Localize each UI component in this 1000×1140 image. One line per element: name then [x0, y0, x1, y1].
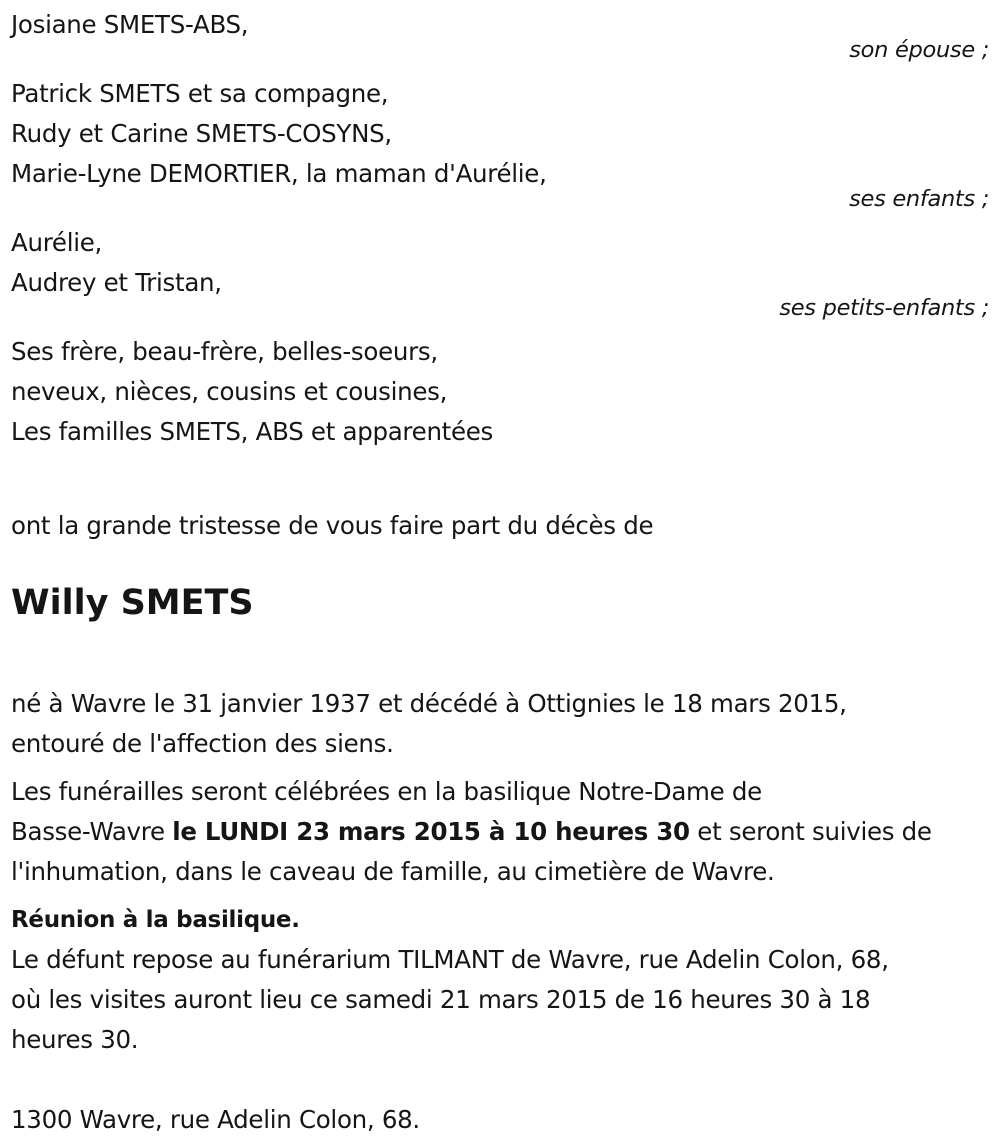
grandchildren-role: ses petits-enfants ; — [779, 295, 989, 321]
relatives-line: Les familles SMETS, ABS et apparentées — [11, 417, 493, 446]
funeral-paragraph — [11, 772, 991, 892]
spouse-name: Josiane SMETS-ABS, — [11, 10, 249, 39]
birth-death-line: né à Wavre le 31 janvier 1937 et décédé à Ottignies le 18 mars 2015, — [11, 689, 847, 718]
funeral-date: le LUNDI 23 mars 2015 à 10 heures 30 — [172, 817, 690, 846]
reunion-heading: Réunion à la basilique. — [11, 907, 300, 933]
funeral-line-with-date — [11, 812, 991, 852]
visitation-line: Le défunt repose au funérarium TILMANT de Wavre, rue Adelin Colon, 68, — [11, 945, 889, 974]
deceased-name: Willy SMETS — [11, 583, 254, 623]
birth-death-paragraph — [11, 684, 991, 764]
grandchild-line: Audrey et Tristan, — [11, 268, 222, 297]
spouse-role: son épouse ; — [849, 37, 989, 63]
funeral-text: Basse-Wavre — [11, 817, 173, 846]
relatives-group — [11, 332, 991, 452]
spouse-group — [11, 5, 991, 62]
child-line: Rudy et Carine SMETS-COSYNS, — [11, 119, 392, 148]
relatives-line: neveux, nièces, cousins et cousines, — [11, 377, 448, 406]
relatives-line: Ses frère, beau-frère, belles-soeurs, — [11, 337, 438, 366]
birth-death-line: entouré de l'affection des siens. — [11, 729, 394, 758]
visitation-line: heures 30. — [11, 1025, 139, 1054]
child-line: Patrick SMETS et sa compagne, — [11, 79, 389, 108]
obituary-notice — [11, 0, 991, 1140]
visitation-paragraph — [11, 940, 991, 1060]
visitation-line: où les visites auront lieu ce samedi 21 mars 2015 de 16 heures 30 à 18 — [11, 985, 871, 1014]
children-group — [11, 74, 991, 211]
children-role: ses enfants ; — [849, 186, 989, 212]
family-address: 1300 Wavre, rue Adelin Colon, 68. — [11, 1105, 420, 1134]
grandchild-line: Aurélie, — [11, 228, 102, 257]
announcement-text: ont la grande tristesse de vous faire part du décès de — [11, 511, 654, 540]
funeral-line: Les funérailles seront célébrées en la basilique Notre-Dame de — [11, 777, 762, 806]
funeral-line: l'inhumation, dans le caveau de famille, au cimetière de Wavre. — [11, 857, 775, 886]
child-line: Marie-Lyne DEMORTIER, la maman d'Aurélie, — [11, 159, 547, 188]
funeral-text: et seront suivies de — [689, 817, 932, 846]
grandchildren-group — [11, 223, 991, 320]
